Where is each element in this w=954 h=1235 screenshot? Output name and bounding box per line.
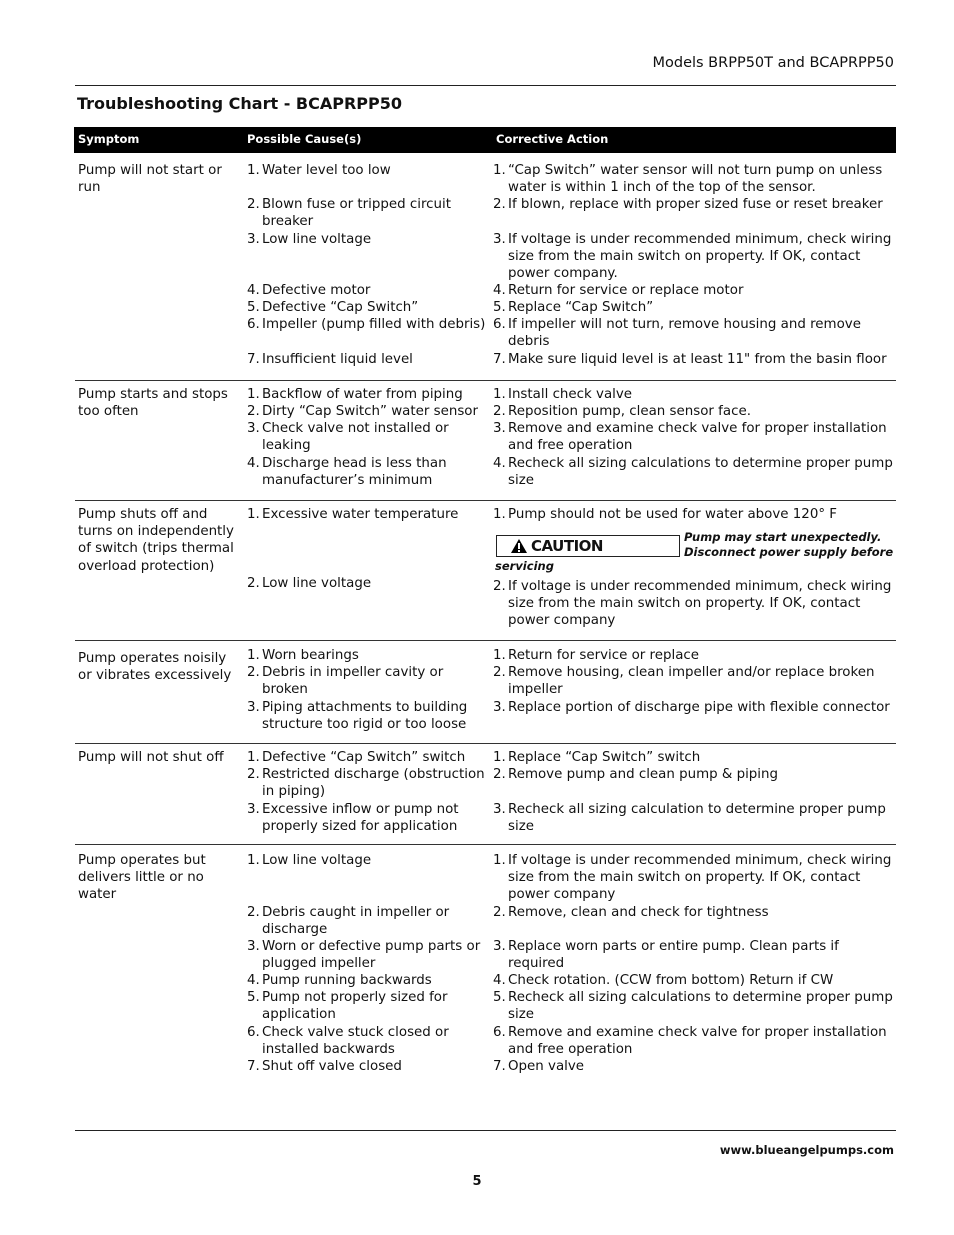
cause-item [247,162,487,179]
item-number: 1. [493,648,506,663]
item-number: 5. [247,990,260,1005]
cause-item [247,455,487,489]
item-number: 1. [247,750,260,765]
action-item [493,578,893,630]
item-text: If voltage is under recommended minimum, check wiring size from the main switch on property. If OK, contact power company. [508,232,892,282]
item-text: Debris in impeller cavity or broken [262,665,444,698]
action-item [493,852,893,904]
item-text: Remove and examine check valve for proper installation and free operation [508,1025,887,1058]
item-number: 6. [493,1025,506,1040]
item-number: 4. [247,283,260,298]
action-column-header: Corrective Action [496,132,609,146]
item-text: Defective “Cap Switch” switch [262,750,466,765]
cause-item [247,664,487,698]
cause-item [247,420,487,454]
caution-message-continued: servicing [495,559,554,573]
action-item [493,455,893,489]
row-divider [75,380,896,381]
cause-item [247,972,487,989]
item-number: 3. [493,700,506,715]
item-number: 1. [247,163,260,178]
caution-message: Pump may start unexpectedly. Disconnect power supply before [684,530,894,559]
action-item [493,231,893,283]
action-item [493,1024,893,1058]
item-number: 2. [493,665,506,680]
cause-item [247,316,487,333]
item-text: Remove housing, clean impeller and/or replace broken impeller [508,665,875,698]
action-item [493,506,893,523]
item-number: 5. [493,300,506,315]
cause-item [247,575,487,592]
action-item [493,699,893,716]
item-number: 2. [493,905,506,920]
item-text: Replace portion of discharge pipe with flexible connector [508,700,890,715]
item-text: Impeller (pump filled with debris) [262,317,486,332]
item-text: Low line voltage [262,232,372,247]
item-number: 1. [493,163,506,178]
item-text: Low line voltage [262,853,372,868]
action-item [493,299,893,316]
item-text: Defective “Cap Switch” [262,300,419,315]
item-number: 2. [247,665,260,680]
cause-column-header: Possible Cause(s) [247,132,362,146]
item-text: Return for service or replace [508,648,700,663]
row-divider [75,500,896,501]
cause-item [247,231,487,248]
action-item [493,904,893,921]
item-text: If impeller will not turn, remove housing and remove debris [508,317,861,350]
item-text: Pump not properly sized for application [262,990,448,1023]
cause-item [247,904,487,938]
item-number: 2. [493,404,506,419]
action-item [493,749,893,766]
item-text: Worn bearings [262,648,359,663]
row-divider [75,743,896,744]
action-item [493,664,893,698]
item-number: 1. [247,853,260,868]
action-item [493,989,893,1023]
caution-label [496,535,680,557]
item-text: Debris caught in impeller or discharge [262,905,450,938]
action-item [493,972,893,989]
action-item [493,420,893,454]
item-number: 5. [247,300,260,315]
item-text: Restricted discharge (obstruction in piping) [262,767,485,800]
item-text: Check rotation. (CCW from bottom) Return if CW [508,973,834,988]
action-item [493,316,893,350]
item-text: Dirty “Cap Switch” water sensor [262,404,478,419]
item-text: Reposition pump, clean sensor face. [508,404,751,419]
item-number: 3. [247,232,260,247]
cause-item [247,852,487,869]
cause-item [247,403,487,420]
symptom-cell: Pump shuts off and turns on independently of switch (trips thermal overload protection) [78,507,234,574]
item-number: 2. [493,197,506,212]
cause-item [247,938,487,972]
cause-item [247,506,487,523]
action-item [493,386,893,403]
item-number: 1. [247,387,260,402]
page-title: Troubleshooting Chart - BCAPRPP50 [77,94,402,113]
row-divider [75,844,896,845]
cause-item [247,766,487,800]
item-number: 5. [493,990,506,1005]
symptom-cell: Pump operates but delivers little or no water [78,853,206,903]
item-text: Replace worn parts or entire pump. Clean parts if required [508,939,839,972]
page-number: 5 [472,1174,482,1189]
header-divider [75,85,896,86]
item-number: 7. [247,1059,260,1074]
action-item [493,766,893,783]
cause-item [247,699,487,733]
item-number: 4. [493,283,506,298]
item-number: 1. [493,387,506,402]
action-item [493,801,893,835]
symptom-column-header: Symptom [78,132,140,146]
item-text: Install check valve [508,387,633,402]
item-text: Excessive water temperature [262,507,459,522]
footer-url: www.blueangelpumps.com [719,1143,894,1157]
item-number: 3. [247,421,260,436]
cause-item [247,196,487,230]
item-number: 3. [247,939,260,954]
item-text: Recheck all sizing calculations to determine proper pump size [508,456,893,489]
action-item [493,282,893,299]
footer-divider [75,1130,896,1131]
item-number: 1. [247,648,260,663]
item-text: If voltage is under recommended minimum, check wiring size from the main switch on property. If OK, contact power company [508,853,892,903]
item-text: Recheck all sizing calculations to determine proper pump size [508,990,893,1023]
item-text: Piping attachments to building structure too rigid or too loose [262,700,468,733]
item-text: Open valve [508,1059,585,1074]
item-number: 3. [247,700,260,715]
item-number: 1. [493,507,506,522]
item-number: 6. [493,317,506,332]
symptom-cell: Pump starts and stops too often [78,387,228,420]
item-text: Remove pump and clean pump & piping [508,767,779,782]
item-number: 3. [493,421,506,436]
action-item [493,403,893,420]
item-text: Pump running backwards [262,973,432,988]
item-text: Defective motor [262,283,371,298]
item-text: Water level too low [262,163,391,178]
item-number: 2. [247,576,260,591]
cause-item [247,351,487,368]
item-number: 4. [247,456,260,471]
item-text: Make sure liquid level is at least 11" from the basin floor [508,352,887,367]
symptom-cell: Pump operates noisily or vibrates excessively [78,651,232,684]
cause-item [247,749,487,766]
item-text: Low line voltage [262,576,372,591]
item-text: Backflow of water from piping [262,387,463,402]
action-item [493,162,893,196]
item-number: 2. [247,905,260,920]
item-number: 4. [247,973,260,988]
item-text: Replace “Cap Switch” [508,300,654,315]
item-number: 2. [493,579,506,594]
item-number: 3. [493,802,506,817]
item-number: 4. [493,973,506,988]
item-text: Worn or defective pump parts or plugged impeller [262,939,481,972]
cause-item [247,282,487,299]
cause-item [247,1024,487,1058]
item-text: Pump should not be used for water above 120° F [508,507,837,522]
models-header: Models BRPP50T and BCAPRPP50 [652,55,894,71]
symptom-cell: Pump will not start or run [78,163,222,196]
item-number: 7. [247,352,260,367]
item-number: 3. [493,232,506,247]
action-item [493,647,893,664]
cause-item [247,386,487,403]
item-text: Discharge head is less than manufacturer’s minimum [262,456,447,489]
action-item [493,351,893,368]
item-text: Remove, clean and check for tightness [508,905,769,920]
item-text: Replace “Cap Switch” switch [508,750,701,765]
item-number: 3. [247,802,260,817]
action-item [493,196,893,213]
item-text: “Cap Switch” water sensor will not turn pump on unless water is within 1 inch of the top of the sensor. [508,163,883,196]
item-number: 7. [493,352,506,367]
caution-word: CAUTION [531,537,603,555]
item-number: 7. [493,1059,506,1074]
cause-item [247,1058,487,1075]
item-number: 2. [493,767,506,782]
item-text: Check valve not installed or leaking [262,421,449,454]
item-text: If blown, replace with proper sized fuse or reset breaker [508,197,883,212]
item-number: 2. [247,404,260,419]
cause-item [247,299,487,316]
item-text: Excessive inflow or pump not properly sized for application [262,802,459,835]
item-text: Recheck all sizing calculation to determine proper pump size [508,802,886,835]
action-item [493,938,893,972]
item-number: 4. [493,456,506,471]
item-text: Return for service or replace motor [508,283,744,298]
item-number: 3. [493,939,506,954]
item-number: 2. [247,197,260,212]
table-header [74,127,896,153]
item-number: 1. [493,750,506,765]
item-number: 6. [247,317,260,332]
action-item [493,1058,893,1075]
item-number: 2. [247,767,260,782]
row-divider [75,640,896,641]
item-text: If voltage is under recommended minimum, check wiring size from the main switch on property. If OK, contact power company [508,579,892,629]
item-number: 1. [247,507,260,522]
item-number: 1. [493,853,506,868]
warning-triangle-icon [510,538,528,554]
symptom-cell: Pump will not shut off [78,750,224,765]
item-text: Check valve stuck closed or installed backwards [262,1025,449,1058]
cause-item [247,989,487,1023]
cause-item [247,647,487,664]
item-number: 6. [247,1025,260,1040]
item-text: Insufficient liquid level [262,352,413,367]
cause-item [247,801,487,835]
item-text: Blown fuse or tripped circuit breaker [262,197,452,230]
item-text: Remove and examine check valve for proper installation and free operation [508,421,887,454]
item-text: Shut off valve closed [262,1059,402,1074]
